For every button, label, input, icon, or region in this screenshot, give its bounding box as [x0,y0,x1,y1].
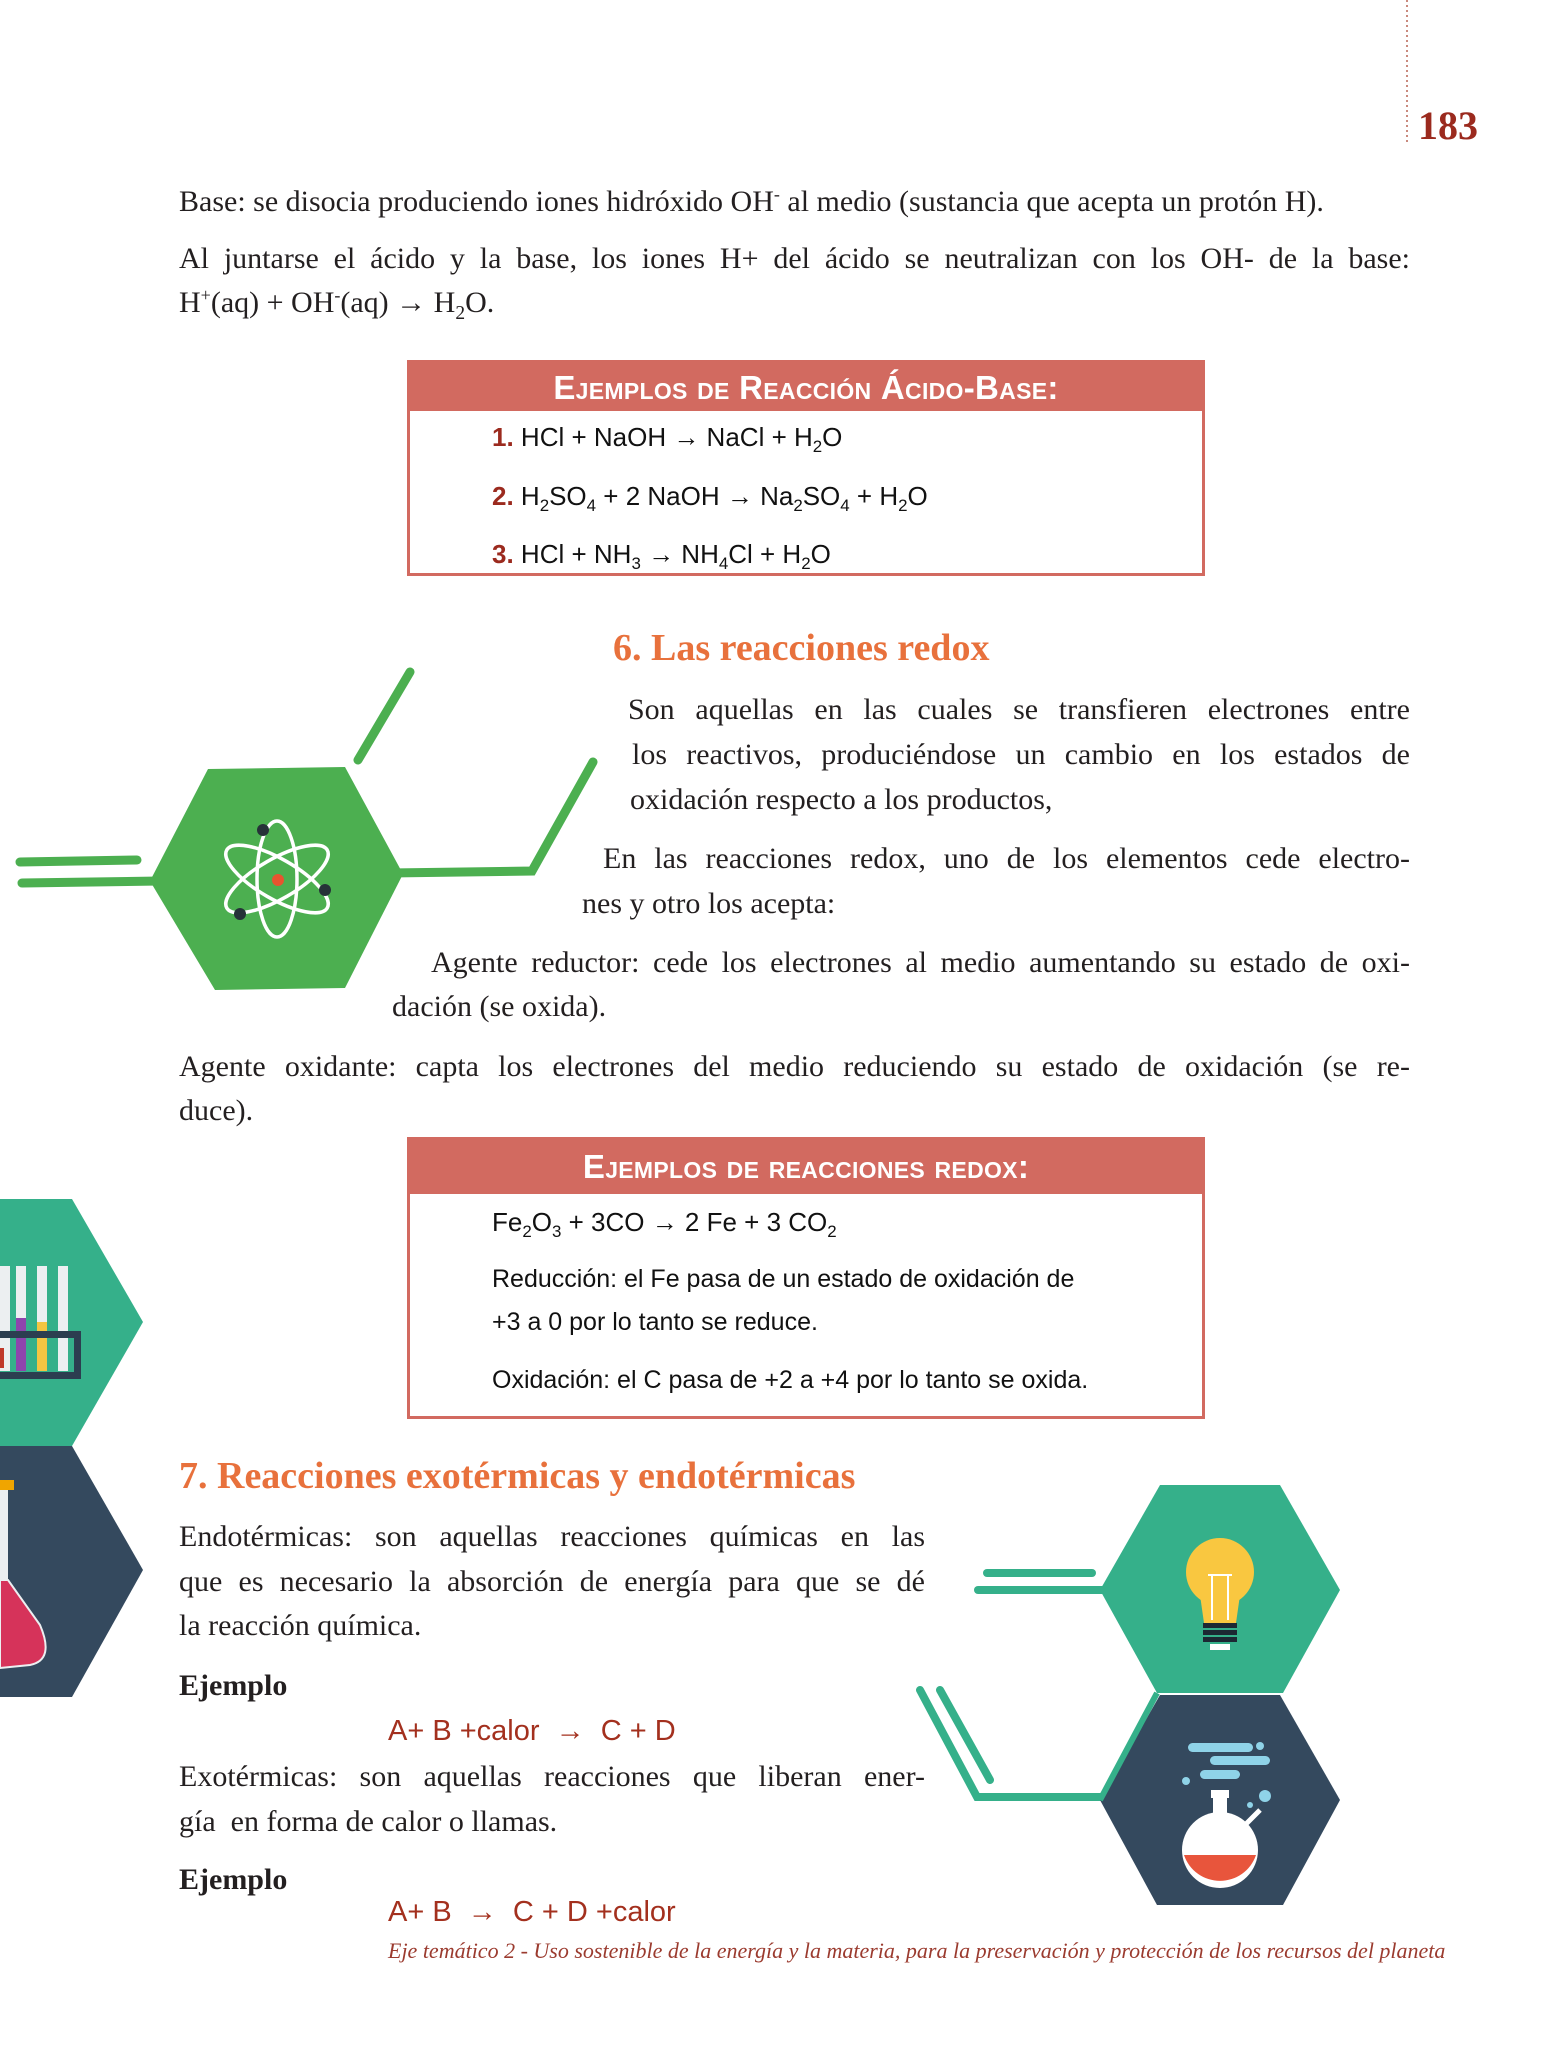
box-title: Ejemplos de Reacción Ácido-Base: [410,363,1202,411]
text-segment: O [531,1207,552,1237]
redox-reduction-line: +3 a 0 por lo tanto se reduce. [492,1308,818,1336]
paragraph-line: nes y otro los acepta: [582,887,836,920]
subscript: 2 [801,553,811,573]
subscript: 2 [812,436,823,456]
box-title: Ejemplos de reacciones redox: [410,1140,1202,1194]
subscript: 2 [455,302,466,324]
paragraph-line: gía en forma de calor o llamas. [179,1805,558,1838]
paragraph-line: dación (se oxida). [392,990,607,1023]
acid-base-example [492,422,843,456]
subscript: 2 [539,495,550,515]
superscript: - [334,285,341,306]
section-7-heading: 7. Reacciones exotérmicas y endotérmicas [179,1455,856,1497]
text-segment: + H [849,481,899,511]
text-segment: O. [465,286,495,319]
subscript: 4 [718,553,729,573]
example-number: 2. [492,481,514,511]
example-label: Ejemplo [179,1669,288,1702]
text-segment: (aq) → H [340,286,456,319]
text-segment: Al juntarse el ácido y la base, los iones H+ del ácido se neutralizan con los OH- de la base: [179,242,1410,275]
intro-equation [179,281,494,325]
text-segment: HCl + NH [513,539,632,569]
text-segment: + 2 NaOH → Na [596,481,794,511]
equation-endothermic: A+ B +calor → C + D [388,1715,676,1747]
text-segment: O [822,422,843,452]
example-formula [513,539,831,573]
text-segment: Cl + H [728,539,802,569]
example-number: 3. [492,539,514,569]
redox-oxidation-line: Oxidación: el C pasa de +2 a +4 por lo tanto se oxida. [492,1366,1089,1394]
example-formula [513,422,843,456]
paragraph-line: oxidación respecto a los productos, [630,783,1053,816]
electron [319,884,331,896]
paragraph-line: En las reacciones redox, uno de los elementos cede electro- [603,842,1410,875]
subscript: 4 [586,495,597,515]
example-number: 1. [492,422,514,452]
text-segment: SO [549,481,587,511]
footer-text: Eje temático 2 - Uso sostenible de la energía y la materia, para la preservación y protección de los recursos del planeta [388,1938,1446,1963]
subscript: 2 [793,495,803,515]
subscript: 2 [522,1221,532,1241]
text-segment: + 3CO → 2 Fe + 3 CO [561,1207,828,1237]
superscript: - [773,184,780,205]
example-formula [513,481,928,515]
text-segment: (aq) + OH [210,286,335,319]
right-molecule-lines [920,1573,1105,1797]
redox-reduction-line: Reducción: el Fe pasa de un estado de oxidación de [492,1265,1075,1293]
nucleus [272,874,284,886]
acid-base-example [492,539,831,573]
text-segment: → NH [640,539,719,569]
redox-formula [492,1207,837,1241]
subscript: 2 [827,1221,837,1241]
text-segment: Fe [492,1207,523,1237]
page-number: 183 [1418,103,1478,148]
text-segment: O [907,481,928,511]
text-segment: H [513,481,540,511]
paragraph-line: Agente reductor: cede los electrones al medio aumentando su estado de oxi- [431,946,1410,979]
intro-line [179,237,1410,281]
paragraph-line: duce). [179,1094,254,1127]
subscript: 4 [840,495,850,515]
paragraph-line: Endotérmicas: son aquellas reacciones químicas en las [179,1520,925,1553]
section-6-heading: 6. Las reacciones redox [613,627,990,669]
paragraph-line: Exotérmicas: son aquellas reacciones que liberan ener- [179,1760,925,1793]
paragraph-line: la reacción química. [179,1609,422,1642]
electron [257,824,269,836]
text-segment: H [179,286,201,319]
superscript: + [200,285,211,306]
example-label: Ejemplo [179,1863,288,1896]
subscript: 3 [551,1221,562,1241]
paragraph-line: Agente oxidante: capta los electrones del medio reduciendo su estado de oxidación (se re- [179,1050,1410,1083]
text-segment: al medio (sustancia que acepta un protón H). [779,185,1324,218]
text-segment: O [810,539,831,569]
electron [234,908,246,920]
subscript: 3 [631,553,641,573]
paragraph-line: que es necesario la absorción de energía para que se dé [179,1565,925,1598]
acid-base-example [492,481,928,515]
intro-line [179,180,1324,224]
text-segment: Base: se disocia produciendo iones hidróxido OH [179,185,774,218]
subscript: 2 [898,495,908,515]
text-segment: SO [802,481,841,511]
paragraph-line: los reactivos, produciéndose un cambio en los estados de [632,738,1410,771]
paragraph-line: Son aquellas en las cuales se transfieren electrones entre [628,693,1410,726]
text-segment: HCl + NaOH → NaCl + H [513,422,813,452]
equation-exothermic: A+ B → C + D +calor [388,1896,676,1928]
